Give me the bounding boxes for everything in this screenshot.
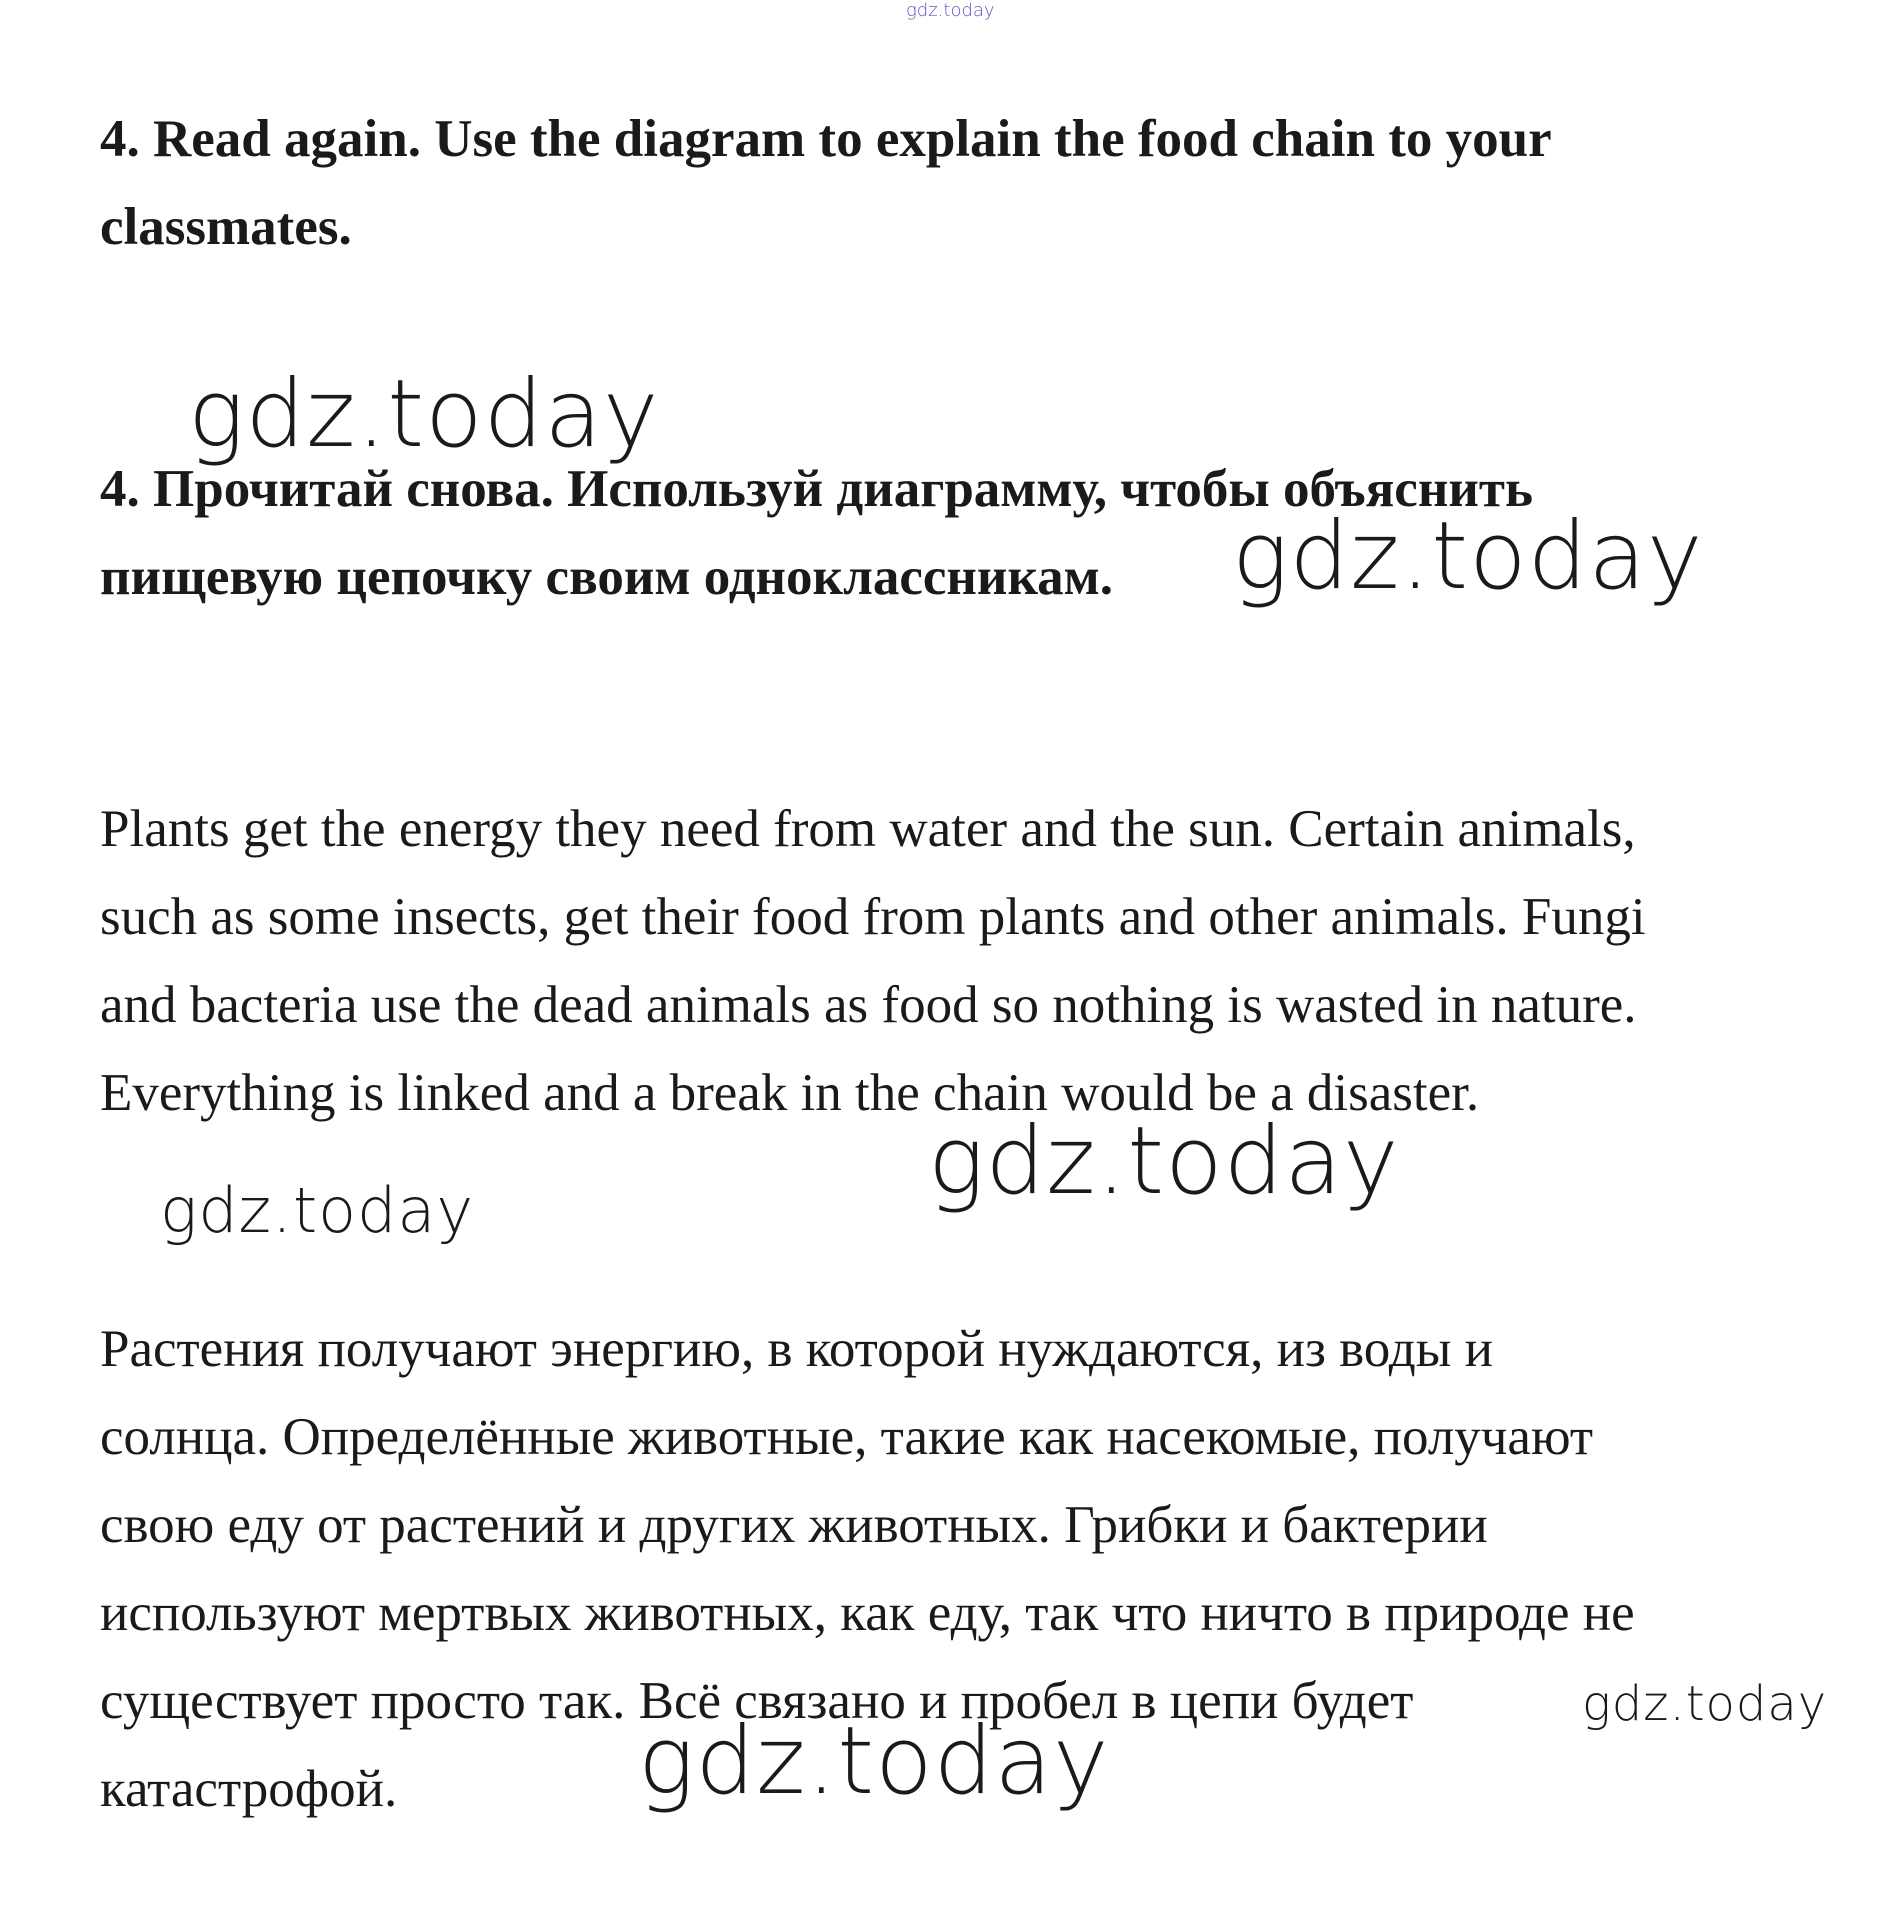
answer-ru-line: используют мертвых животных, как еду, так что ничто в природе не bbox=[100, 1584, 1635, 1642]
answer-ru-line: Растения получают энергию, в которой нуждаются, из воды и bbox=[100, 1320, 1493, 1378]
answer-en-line: such as some insects, get their food from plants and other animals. Fungi bbox=[100, 888, 1646, 946]
watermark: gdz.today bbox=[1232, 502, 1704, 611]
task-heading-ru-line: пищевую цепочку своим одноклассникам. bbox=[100, 548, 1114, 606]
answer-en-line: and bacteria use the dead animals as food so nothing is wasted in nature. bbox=[100, 976, 1637, 1034]
watermark: gdz.today bbox=[638, 1707, 1110, 1816]
watermark: gdz.today bbox=[160, 1174, 475, 1247]
task-heading-en bbox=[100, 95, 1830, 271]
task-heading-en-line: 4. Read again. Use the diagram to explain the food chain to your bbox=[100, 110, 1552, 168]
watermark: gdz.today bbox=[188, 360, 660, 469]
answer-paragraph-en bbox=[100, 785, 1830, 1137]
answer-en-line: Plants get the energy they need from water and the sun. Certain animals, bbox=[100, 800, 1636, 858]
task-heading-en-line: classmates. bbox=[100, 198, 352, 256]
answer-ru-line: солнца. Определённые животные, такие как насекомые, получают bbox=[100, 1408, 1594, 1466]
answer-ru-line: свою еду от растений и других животных. Грибки и бактерии bbox=[100, 1496, 1488, 1554]
task-heading-ru-line: 4. Прочитай снова. Используй диаграмму, чтобы объяснить bbox=[100, 460, 1533, 518]
answer-en-line: Everything is linked and a break in the chain would be a disaster. bbox=[100, 1064, 1480, 1122]
watermark: gdz.today bbox=[1582, 1676, 1828, 1732]
watermark-top: gdz.today bbox=[906, 0, 995, 21]
watermark: gdz.today bbox=[928, 1107, 1400, 1216]
answer-ru-line: существует просто так. Всё связано и пробел в цепи будет bbox=[100, 1672, 1414, 1730]
answer-ru-line: катастрофой. bbox=[100, 1760, 398, 1818]
